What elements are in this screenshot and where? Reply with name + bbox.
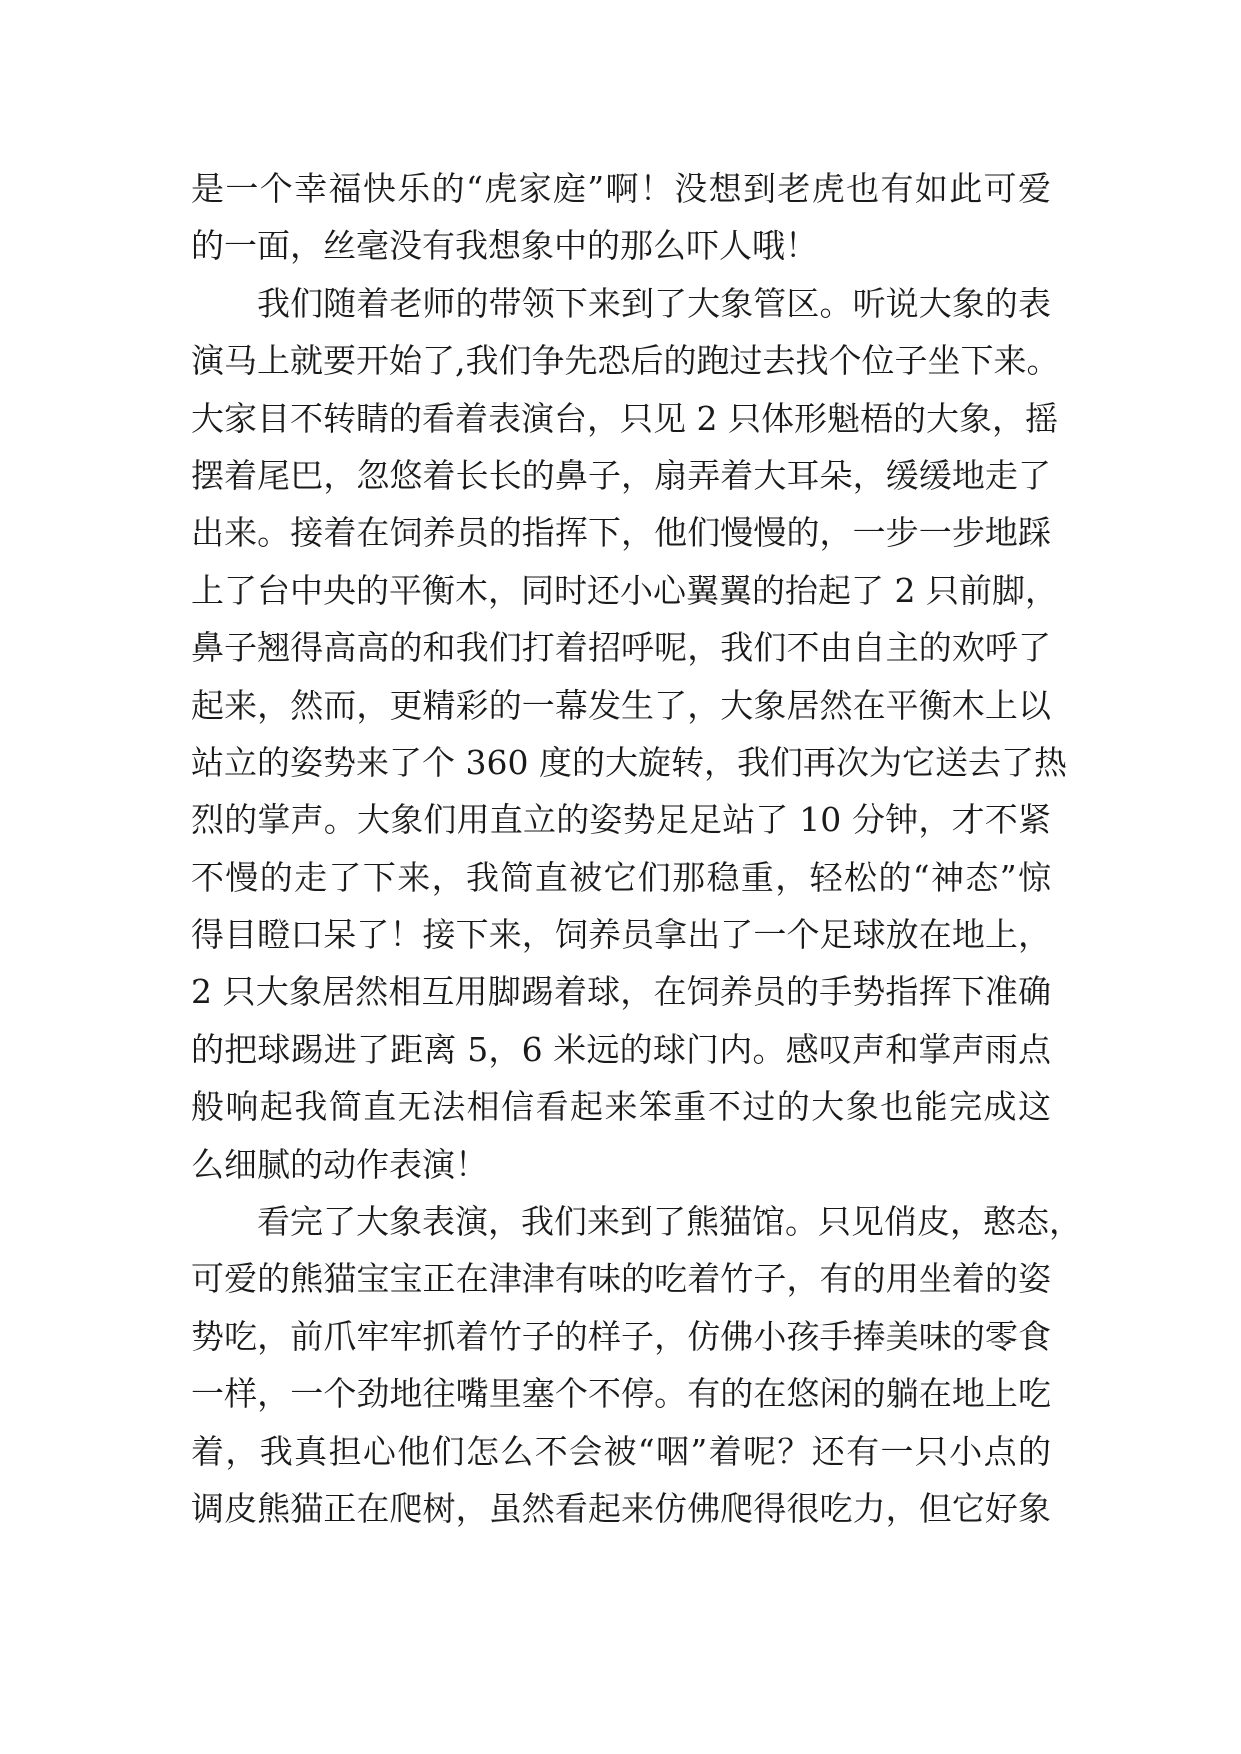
text-line: 演马上就要开始了,我们争先恐后的跑过去找个位子坐下来。 xyxy=(191,341,1060,381)
text-line: 得目瞪口呆了！接下来，饲养员拿出了一个足球放在地上， xyxy=(191,915,1051,955)
text-line: 大家目不转睛的看着表演台，只见 2 只体形魁梧的大象，摇 xyxy=(191,398,1058,438)
text-line: 势吃，前爪牢牢抓着竹子的样子，仿佛小孩手捧美味的零食 xyxy=(191,1316,1051,1356)
text-line: 的把球踢进了距离 5，6 米远的球门内。感叹声和掌声雨点 xyxy=(191,1029,1051,1069)
text-line: 站立的姿势来了个 360 度的大旋转，我们再次为它送去了热 xyxy=(191,742,1067,782)
text-line: 鼻子翘得高高的和我们打着招呼呢，我们不由自主的欢呼了 xyxy=(191,628,1051,668)
text-line: 可爱的熊猫宝宝正在津津有味的吃着竹子，有的用坐着的姿 xyxy=(191,1259,1051,1299)
text-line: 起来，然而，更精彩的一幕发生了，大象居然在平衡木上以 xyxy=(191,685,1051,725)
text-line: 调皮熊猫正在爬树，虽然看起来仿佛爬得很吃力，但它好象 xyxy=(191,1488,1051,1528)
text-line: 一样，一个劲地往嘴里塞个不停。有的在悠闲的躺在地上吃 xyxy=(191,1374,1051,1414)
text-line: 摆着尾巴，忽悠着长长的鼻子，扇弄着大耳朵，缓缓地走了 xyxy=(191,455,1051,495)
paragraph-2 xyxy=(191,275,1067,1193)
text-line: 我们随着老师的带领下来到了大象管区。听说大象的表 xyxy=(257,283,1051,323)
text-line: 不慢的走了下来，我简直被它们那稳重，轻松的“神态”惊 xyxy=(191,857,1051,897)
text-line: 2 只大象居然相互用脚踢着球，在饲养员的手势指挥下准确 xyxy=(191,972,1051,1012)
text-line: 看完了大象表演，我们来到了熊猫馆。只见俏皮，憨态， xyxy=(257,1202,1082,1242)
paragraph-1 xyxy=(191,160,1051,275)
text-line: 的一面，丝毫没有我想象中的那么吓人哦！ xyxy=(191,226,818,266)
body-text xyxy=(191,160,1082,1537)
paragraph-3 xyxy=(191,1193,1082,1537)
text-line: 么细腻的动作表演！ xyxy=(191,1144,488,1184)
text-line: 上了台中央的平衡木，同时还小心翼翼的抬起了 2 只前脚， xyxy=(191,570,1058,610)
text-line: 烈的掌声。大象们用直立的姿势足足站了 10 分钟，才不紧 xyxy=(191,800,1051,840)
text-line: 般响起我简直无法相信看起来笨重不过的大象也能完成这 xyxy=(191,1087,1051,1127)
text-line: 着，我真担心他们怎么不会被“咽”着呢？还有一只小点的 xyxy=(191,1431,1051,1471)
text-line: 是一个幸福快乐的“虎家庭”啊！没想到老虎也有如此可爱 xyxy=(191,169,1051,208)
text-line: 出来。接着在饲养员的指挥下，他们慢慢的，一步一步地踩 xyxy=(191,513,1051,553)
